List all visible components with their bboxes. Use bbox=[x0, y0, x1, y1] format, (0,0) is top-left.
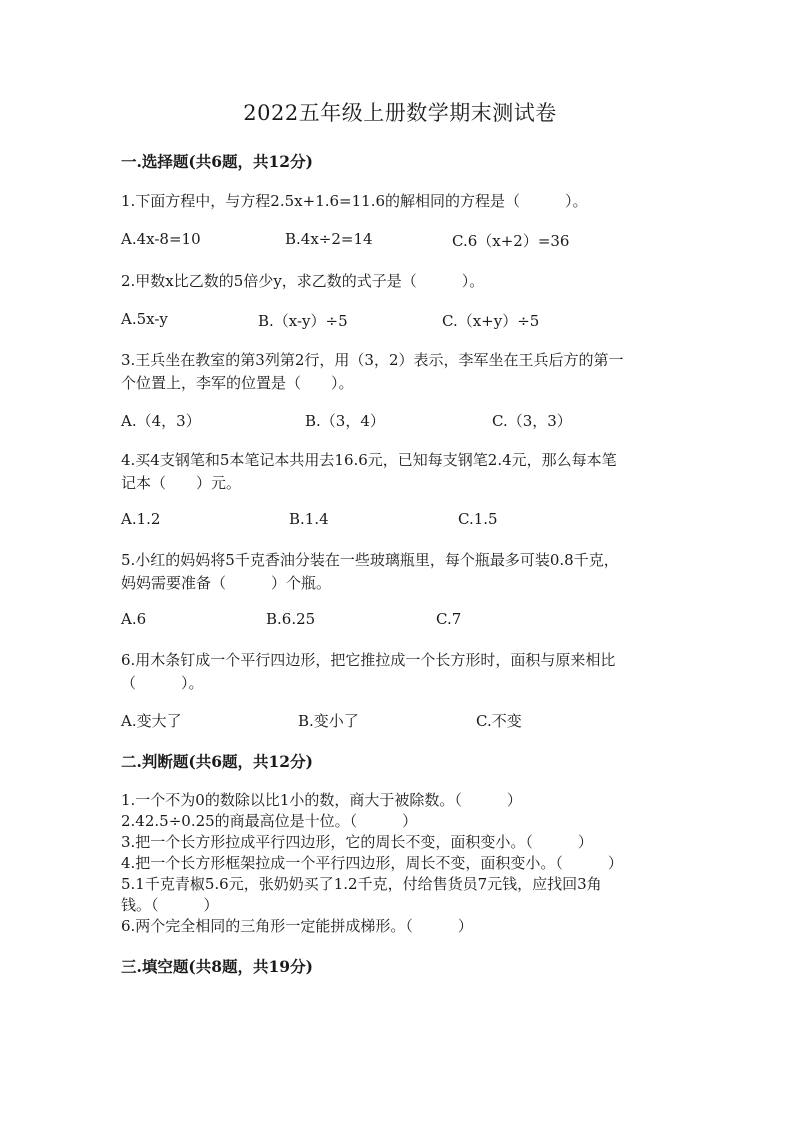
judgment-item: 3.把一个长方形拉成平行四边形，它的周长不变，面积变小。（ ） bbox=[121, 833, 593, 851]
option-a: A.1.2 bbox=[121, 510, 161, 528]
question-text: 2.甲数x比乙数的5倍少y，求乙数的式子是（ ）。 bbox=[121, 272, 485, 290]
option-c: C.不变 bbox=[476, 712, 522, 730]
judgment-item: 1.一个不为0的数除以比1小的数，商大于被除数。（ ） bbox=[121, 791, 522, 809]
question-text: （ ）。 bbox=[121, 674, 204, 692]
option-a: A.6 bbox=[121, 610, 147, 628]
question-text: 4.买4支钢笔和5本笔记本共用去16.6元，已知每支钢笔2.4元，那么每本笔 bbox=[121, 451, 617, 469]
option-c: C.6（x+2）=36 bbox=[452, 232, 570, 250]
judgment-item: 6.两个完全相同的三角形一定能拼成梯形。（ ） bbox=[121, 917, 473, 935]
option-c: C.（x+y）÷5 bbox=[442, 312, 540, 330]
option-b: B.变小了 bbox=[298, 712, 359, 730]
question-text: 妈妈需要准备（ ）个瓶。 bbox=[121, 574, 332, 592]
judgment-item: 钱。（ ） bbox=[121, 896, 219, 914]
judgment-item: 2.42.5÷0.25的商最高位是十位。（ ） bbox=[121, 812, 418, 830]
option-b: B.1.4 bbox=[289, 510, 329, 528]
question-text: 记本（ ）元。 bbox=[121, 474, 242, 492]
judgment-item: 5.1千克青椒5.6元，张奶奶买了1.2千克，付给售货员7元钱，应找回3角 bbox=[121, 875, 602, 893]
question-text: 1.下面方程中，与方程2.5x+1.6=11.6的解相同的方程是（ ）。 bbox=[121, 192, 588, 210]
option-a: A.4x-8=10 bbox=[121, 230, 201, 248]
question-text: 6.用木条钉成一个平行四边形，把它推拉成一个长方形时，面积与原来相比 bbox=[121, 651, 616, 669]
question-text: 5.小红的妈妈将5千克香油分装在一些玻璃瓶里，每个瓶最多可装0.8千克， bbox=[121, 551, 619, 569]
option-a: A.（4，3） bbox=[121, 412, 201, 430]
question-text: 3.王兵坐在教室的第3列第2行，用（3，2）表示，李军坐在王兵后方的第一 bbox=[121, 351, 624, 369]
option-a: A.变大了 bbox=[121, 712, 182, 730]
option-c: C.（3，3） bbox=[492, 412, 572, 430]
question-text: 个位置上，李军的位置是（ ）。 bbox=[121, 374, 354, 392]
option-c: C.7 bbox=[436, 610, 462, 628]
page-title: 2022五年级上册数学期末测试卷 bbox=[243, 101, 557, 125]
option-a: A.5x-y bbox=[121, 310, 168, 328]
section-heading-judgment: 二.判断题(共6题，共12分) bbox=[121, 752, 313, 771]
option-b: B.（x-y）÷5 bbox=[258, 312, 348, 330]
section-heading-choice: 一.选择题(共6题，共12分) bbox=[121, 152, 313, 171]
option-b: B.（3，4） bbox=[305, 412, 385, 430]
option-c: C.1.5 bbox=[458, 510, 498, 528]
option-b: B.6.25 bbox=[266, 610, 316, 628]
section-heading-fill: 三.填空题(共8题，共19分) bbox=[121, 957, 313, 976]
judgment-item: 4.把一个长方形框架拉成一个平行四边形，周长不变，面积变小。（ ） bbox=[121, 854, 623, 872]
option-b: B.4x÷2=14 bbox=[285, 230, 373, 248]
